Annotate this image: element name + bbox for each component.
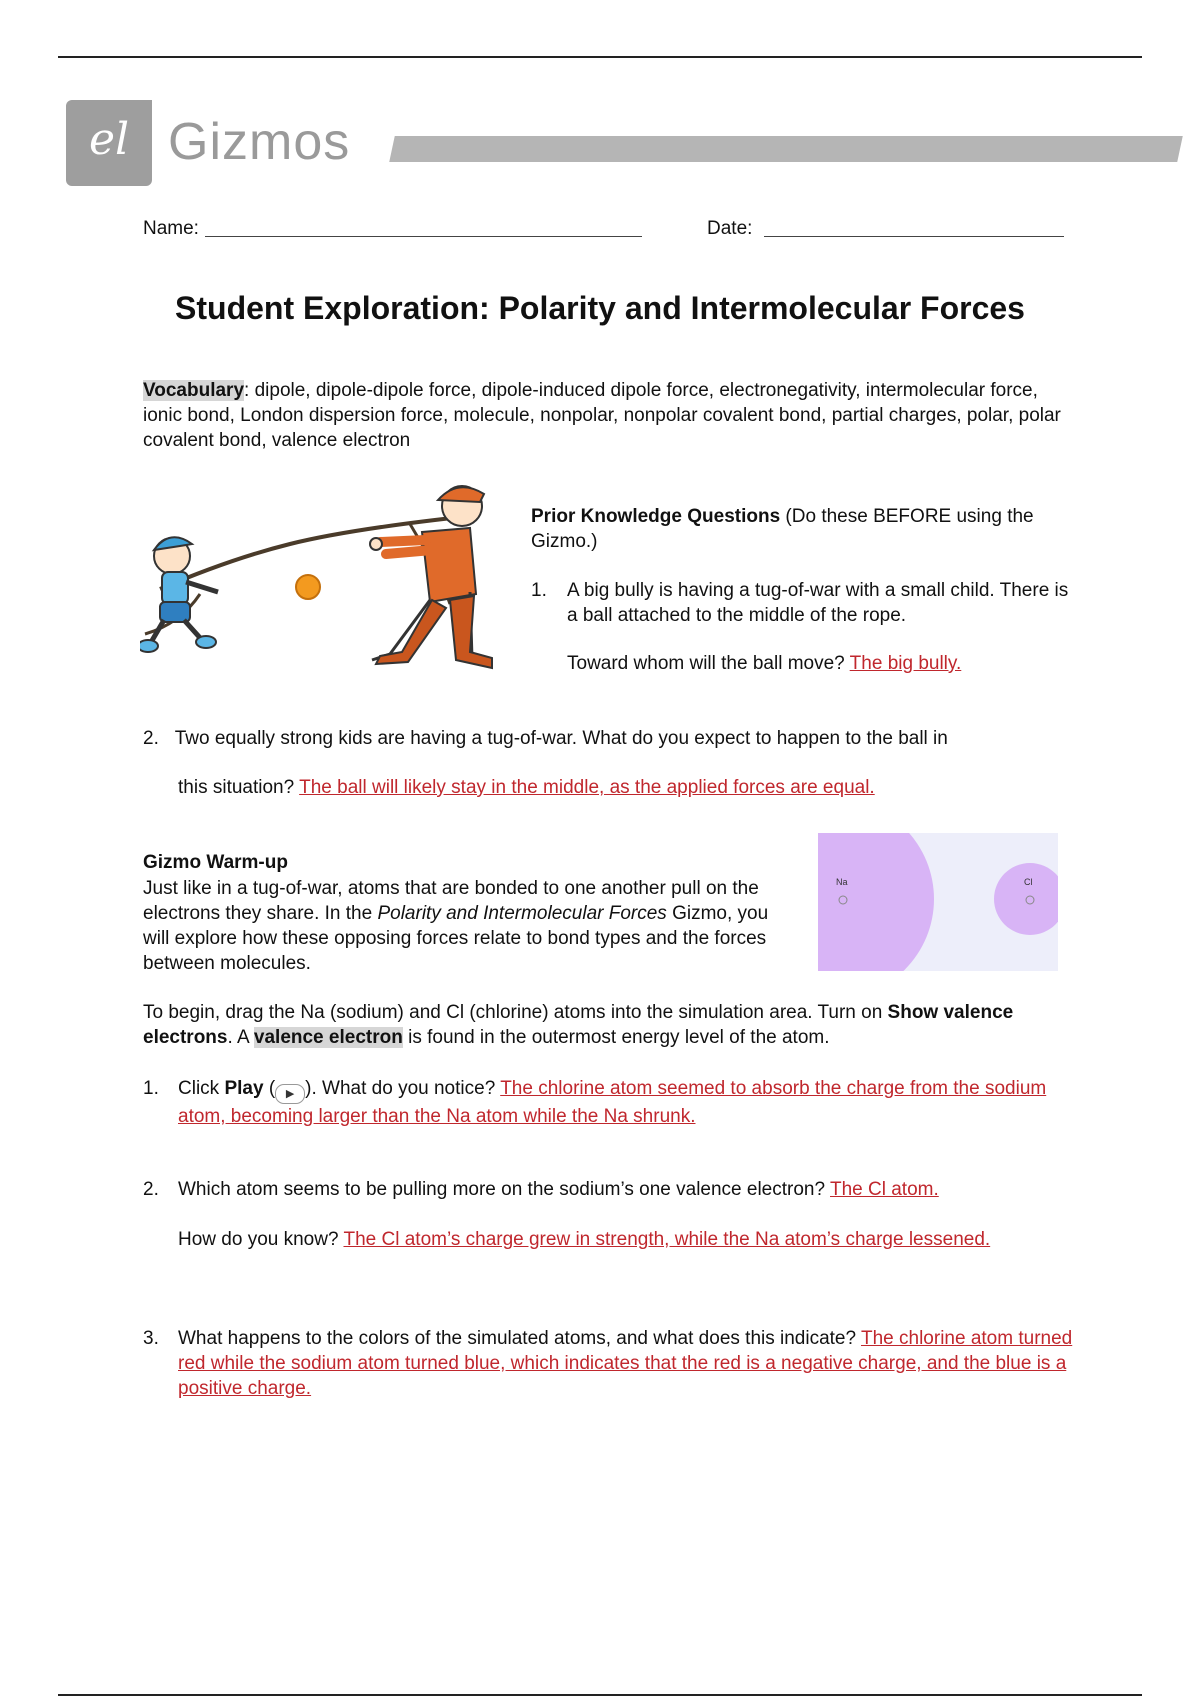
play-word: Play [224, 1078, 264, 1099]
question-text: this situation? [178, 777, 300, 798]
question-number: 2. [143, 728, 159, 749]
answer-text[interactable]: The chlorine atom seemed to absorb the charge from the sodium atom, becoming larger than the Na atom while the Na shrunk. [178, 1078, 1047, 1127]
answer-text[interactable]: The chlorine atom turned red while the sodium atom turned blue, which indicates that the red is a negative charge, and the blue is a positive charge. [178, 1328, 1073, 1399]
answer-text[interactable]: The big bully. [849, 653, 962, 674]
prior-question-2-cont [178, 777, 1078, 799]
show-valence-electrons: Show valence electrons [143, 1002, 1014, 1048]
na-label: Na [836, 877, 848, 887]
question-number: 1. [531, 580, 547, 601]
question-number: 2. [143, 1179, 159, 1200]
question-text: Two equally strong kids are having a tug-of-war. What do you expect to happen to the ball in [174, 728, 948, 749]
begin-text-1: To begin, drag the Na (sodium) and Cl (chlorine) atoms into the simulation area. Turn on [143, 1002, 888, 1023]
brand-name: Gizmos [168, 113, 351, 171]
play-icon[interactable]: ▶ [275, 1084, 305, 1104]
question-text: ). What do you notice? [305, 1078, 501, 1099]
top-rule [58, 56, 1142, 58]
prior-knowledge-title: Prior Knowledge Questions [531, 506, 781, 527]
vocabulary-list: : dipole, dipole-dipole force, dipole-induced dipole force, electronegativity, intermolecular force, ionic bond, London dispersion force, molecule, nonpolar, nonpolar covalent bond, partial charges, polar, polar covalent bond, valence electron [143, 380, 1061, 451]
answer-text[interactable]: The ball will likely stay in the middle, as the applied forces are equal. [299, 777, 875, 798]
prior-question-1 [531, 578, 1071, 628]
tug-of-war-illustration [140, 484, 510, 690]
warmup-question-2-how [178, 1227, 1058, 1252]
warmup-question-1 [143, 1076, 1073, 1129]
na-atom-icon [818, 833, 934, 971]
valence-electron-term: valence electron [253, 1027, 403, 1048]
date-field[interactable] [764, 236, 1064, 237]
begin-text-3: is found in the outermost energy level of the atom. [402, 1027, 830, 1048]
gizmo-name: Polarity and Intermolecular Forces [377, 903, 667, 924]
question-text: Which atom seems to be pulling more on the sodium’s one valence electron? [178, 1179, 830, 1200]
begin-text-2: . A [227, 1027, 254, 1048]
question-prompt: Toward whom will the ball move? [567, 653, 850, 674]
simulation-thumbnail [818, 833, 1058, 971]
vocabulary [143, 378, 1063, 453]
warmup-text-1: Just like in a tug-of-war, atoms that are bonded to one another pull on the electrons they share. In the [143, 878, 759, 924]
question-text: How do you know? [178, 1229, 344, 1250]
question-text: Click [178, 1078, 225, 1099]
bottom-rule [58, 1694, 1142, 1696]
answer-text[interactable]: The Cl atom. [830, 1179, 939, 1200]
vocabulary-label: Vocabulary [143, 380, 245, 401]
prior-question-1-prompt [567, 653, 961, 675]
name-field[interactable] [205, 236, 642, 237]
question-text: What happens to the colors of the simulated atoms, and what does this indicate? [178, 1328, 861, 1349]
warmup-question-3 [143, 1326, 1073, 1401]
header-bar [389, 136, 1183, 162]
warmup-text [143, 876, 793, 976]
warmup-question-2 [143, 1177, 1073, 1202]
question-text: A big bully is having a tug-of-war with a small child. There is a ball attached to the middle of the rope. [567, 580, 1069, 626]
page-title: Student Exploration: Polarity and Intermolecular Forces [175, 290, 1025, 326]
prior-knowledge-heading [531, 504, 1071, 554]
gizmos-logo-icon: el [66, 100, 152, 186]
question-number: 1. [143, 1078, 159, 1099]
ball-icon [296, 575, 320, 599]
begin-instructions [143, 1000, 1073, 1050]
question-number: 3. [143, 1328, 159, 1349]
warmup-heading: Gizmo Warm-up [143, 852, 288, 873]
warmup-text-2: Gizmo, you will explore how these opposing forces relate to bond types and the forces between molecules. [143, 903, 769, 974]
cl-label: Cl [1024, 877, 1033, 887]
paren: ( [263, 1078, 276, 1099]
date-label: Date: [707, 218, 753, 239]
prior-question-2 [143, 728, 1073, 750]
answer-text[interactable]: The Cl atom’s charge grew in strength, while the Na atom’s charge lessened. [343, 1229, 991, 1250]
name-label: Name: [143, 218, 199, 239]
prior-knowledge-note: (Do these BEFORE using the Gizmo.) [531, 506, 1034, 552]
